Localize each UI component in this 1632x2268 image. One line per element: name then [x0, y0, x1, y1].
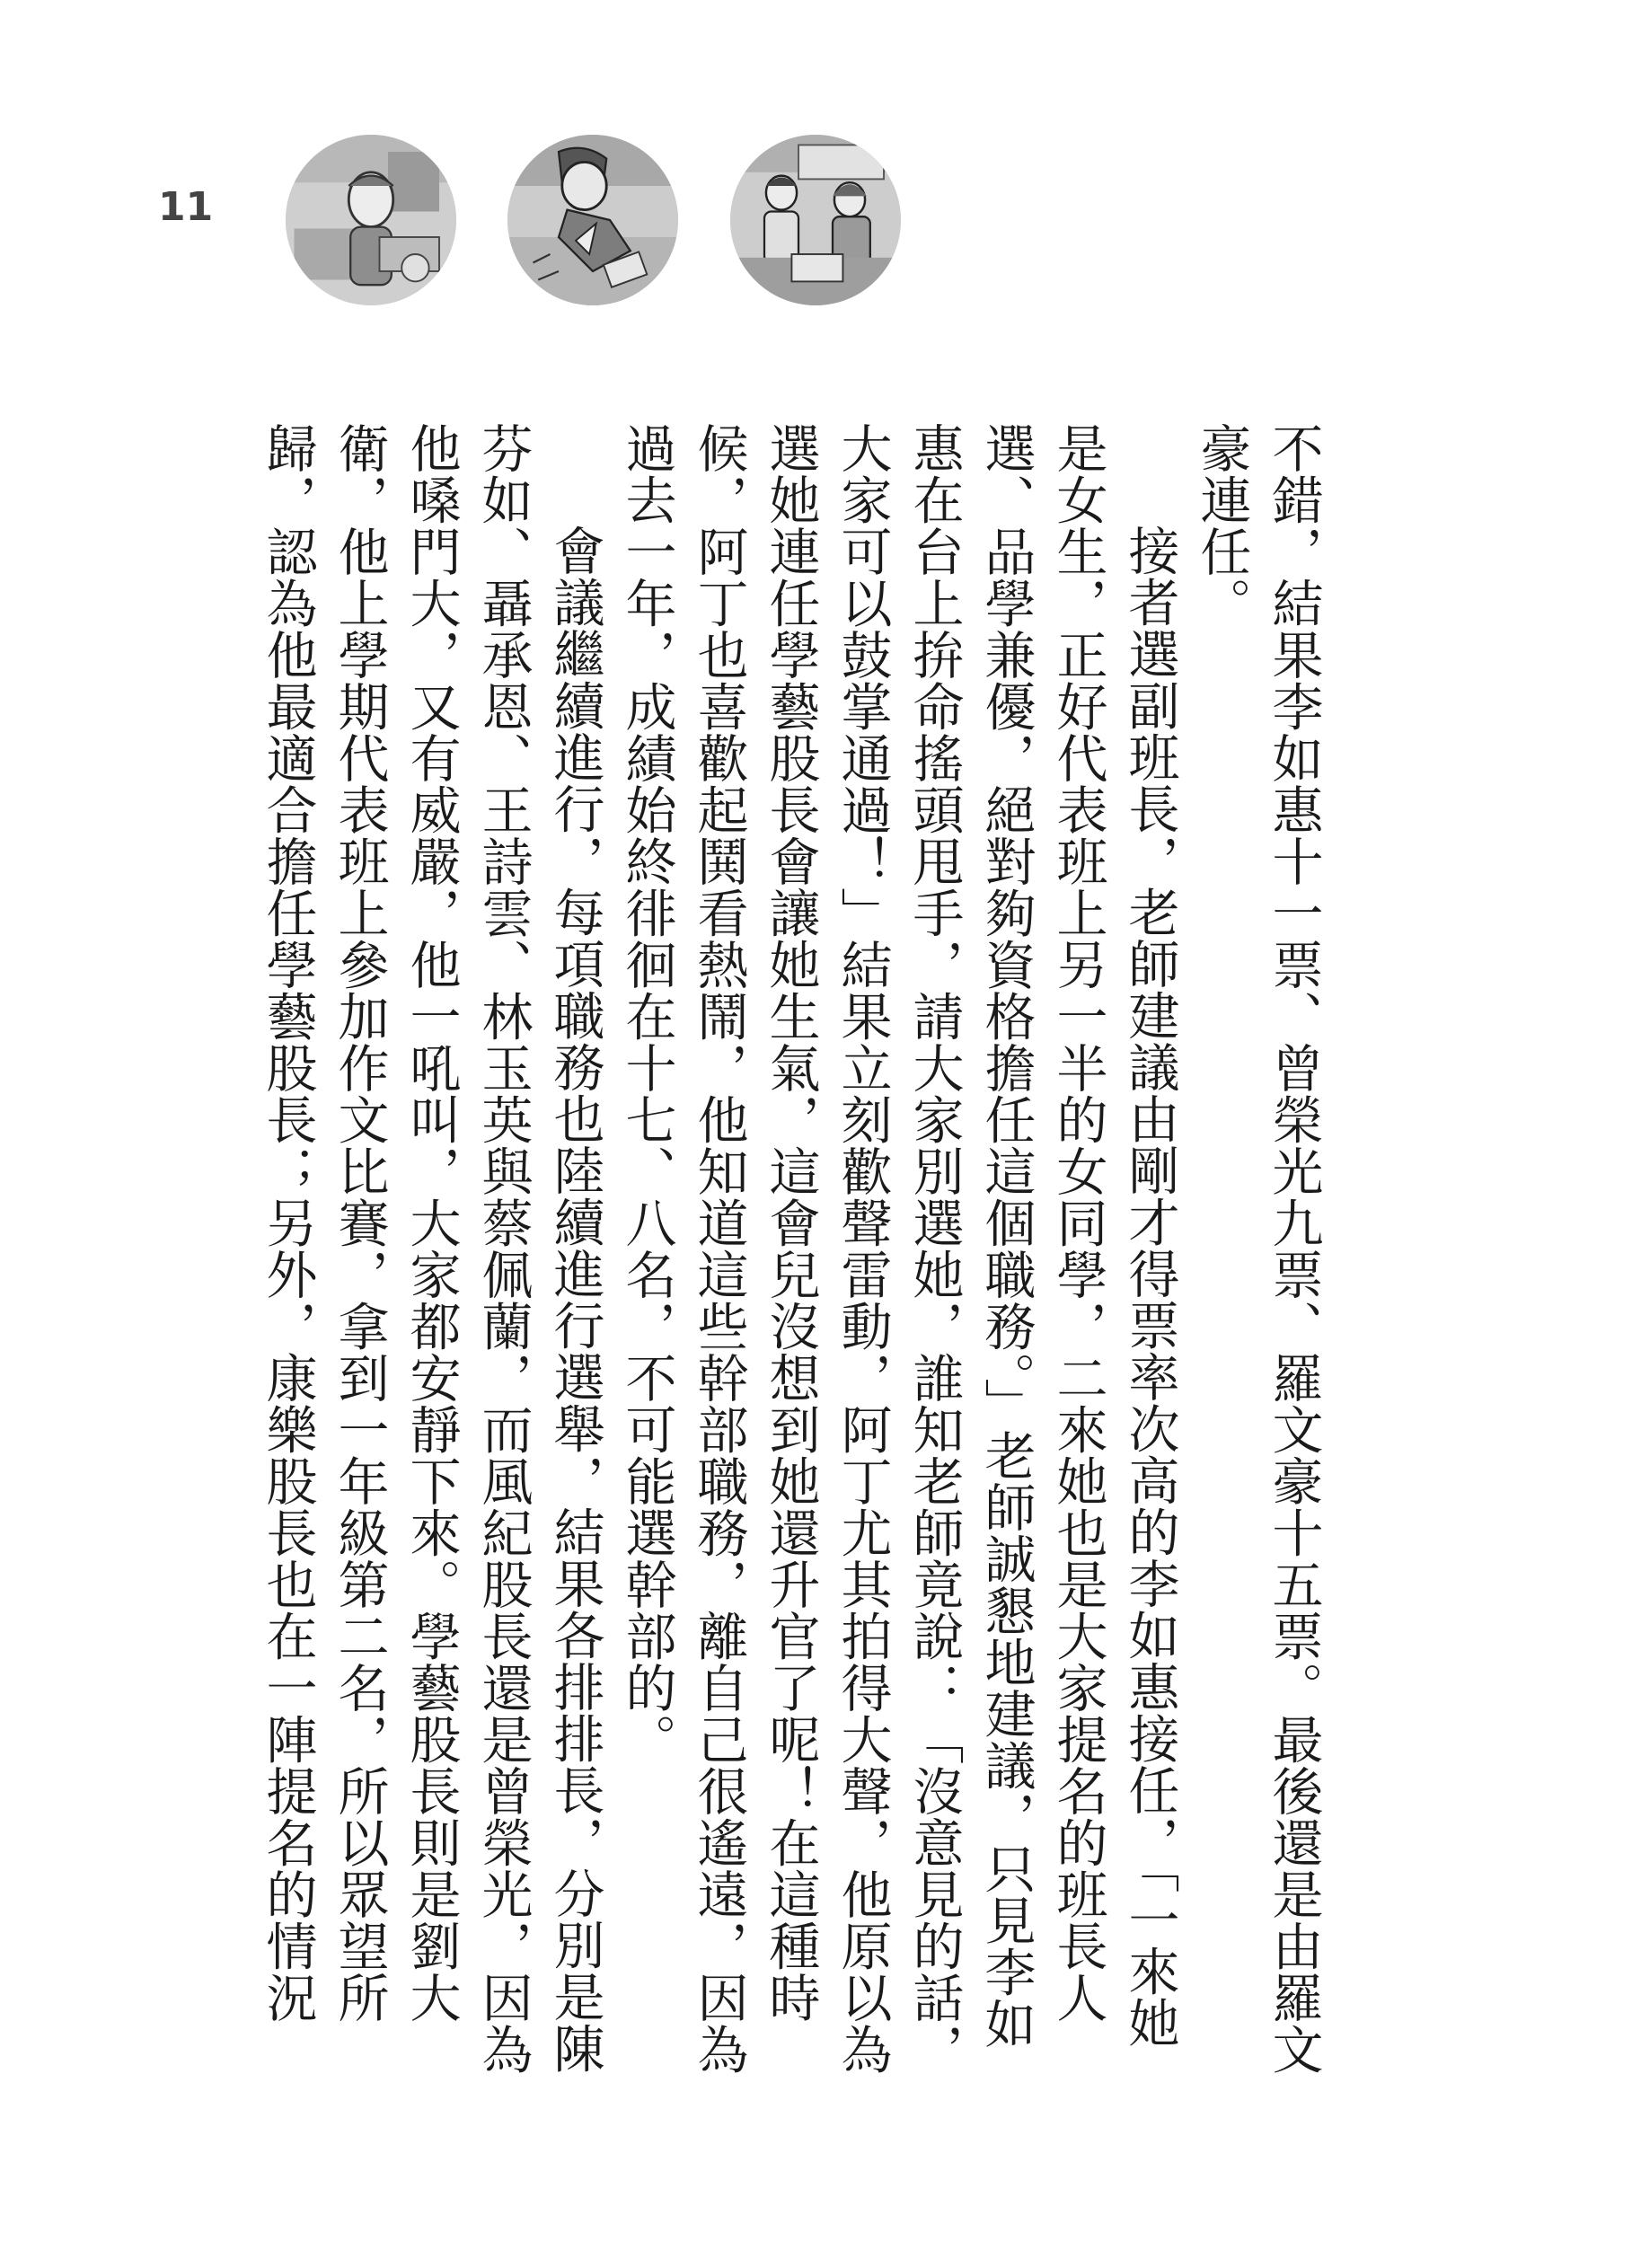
- boy-falling-illustration: [507, 135, 678, 305]
- body-text: [258, 422, 1329, 2084]
- page-number: 11: [158, 184, 214, 230]
- classroom-students-illustration: [730, 135, 901, 305]
- paragraph: 接者選副班長，老師建議由剛才得票率次高的李如惠接任，「一來她是女生，正好代表班上另一半的女同學，二來她也是大家提名的班長人選、品學兼優，絕對夠資格擔任這個職務。」老師誠懇地建議，只見李如惠在台上拚命搖頭甩手，請大家別選她，誰知老師竟說：「沒意見的話，大家可以鼓掌通過！」結果立刻歡聲雷動，阿丁尤其拍得大聲，他原以為選她連任學藝股長會讓她生氣，這會兒沒想到她還升官了呢！在這種時候，阿丁也喜歡起鬨看熱鬧，他知道這些幹部職務，離自己很遙遠，因為過去一年，成績始終徘徊在十七、八名，不可能選幹部的。: [617, 422, 1179, 2075]
- paragraph: 不錯，結果李如惠十一票、曾榮光九票、羅文豪十五票。最後還是由羅文豪連任。: [1192, 422, 1323, 2075]
- boy-at-desk-illustration: [286, 135, 456, 305]
- paragraph: 會議繼續進行，每項職務也陸續進行選舉，結果各排排長，分別是陳芬如、聶承恩、王詩雲、林玉英與蔡佩蘭，而風紀股長還是曾榮光，因為他嗓門大，又有威嚴，他一吼叫，大家都安靜下來。學藝股長則是劉大衛，他上學期代表班上參加作文比賽，拿到一年級第二名，所以眾望所歸，認為他最適合擔任學藝股長；另外，康樂股長也在一陣提名的情況: [258, 422, 604, 2075]
